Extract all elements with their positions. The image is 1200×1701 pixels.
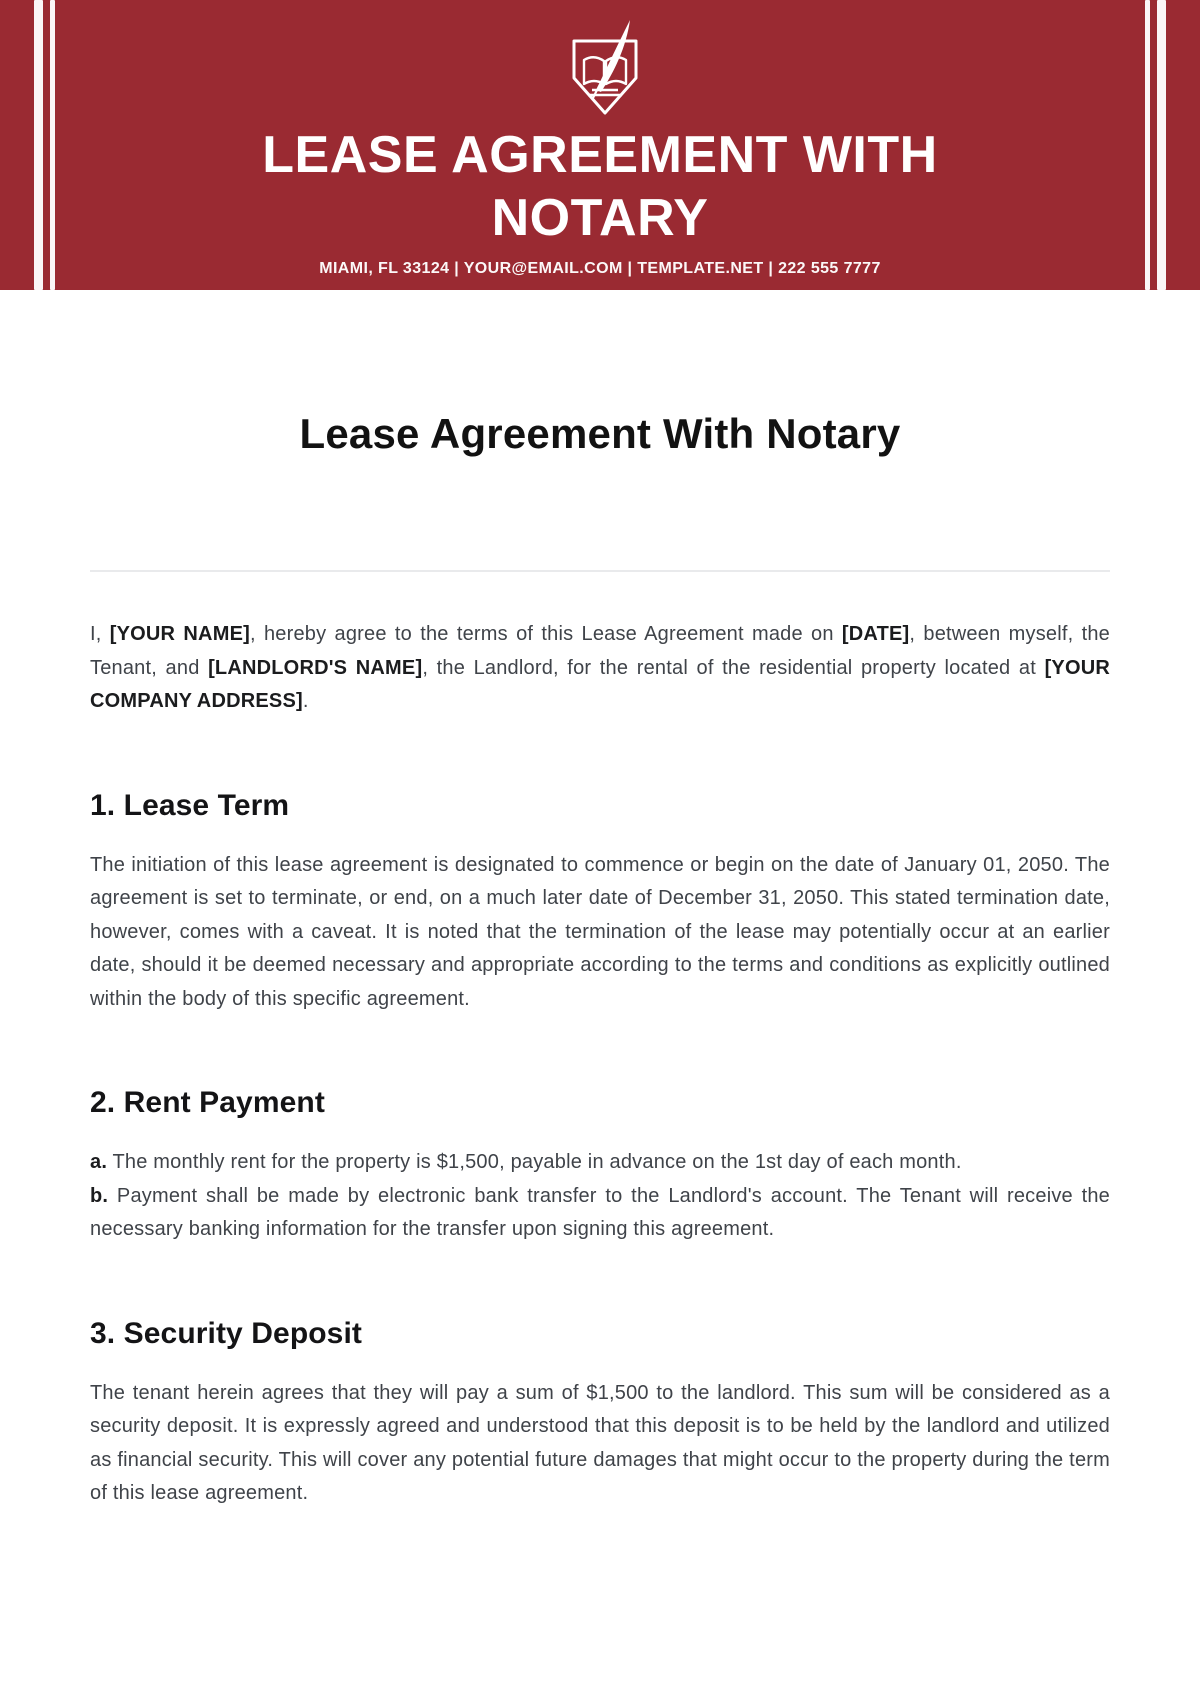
intro-paragraph: I, [YOUR NAME], hereby agree to the terms of this Lease Agreement made on [DATE], between myself, the Tenant, and [LANDLORD'S NAME], the Landlord, for the rental of the residential property located at [YOUR COMPANY ADDRESS]. [90,623,1111,712]
section-paragraph: a. The monthly rent for the property is $1,500, payable in advance on the 1st day of each month. [90,1151,962,1173]
section-paragraph: The tenant herein agrees that they will pay a sum of $1,500 to the landlord. This sum will be considered as a security deposit. It is expressly agreed and understood that this deposit is to be held by the landlord and utilized as financial security. This will cover any potential future damages that might occur to the property during the term of this lease agreement. [90,1381,1110,1504]
banner-title: LEASE AGREEMENT WITH NOTARY [262,126,938,248]
banner-contact-line: MIAMI, FL 33124 | YOUR@EMAIL.COM | TEMPLATE.NET | 222 555 7777 [319,259,881,277]
section-security-deposit [90,1317,1110,1511]
section-paragraph: b. Payment shall be made by electronic bank transfer to the Landlord's account. The Tenant will receive the necessary banking information for the transfer upon signing this agreement. [90,1184,1110,1240]
section-heading: 3. Security Deposit [90,1316,362,1350]
header-banner [0,0,1200,290]
section-heading: 1. Lease Term [90,788,290,822]
section-lease-term [90,789,1110,1017]
banner-edge-line-right-outer [1157,0,1166,290]
banner-edge-line-left-outer [34,0,43,290]
document-body [0,410,1200,1511]
shield-book-quill-icon [548,18,652,118]
section-paragraph: The initiation of this lease agreement is designated to commence or begin on the date of January 01, 2050. The agreement is set to terminate, or end, on a much later date of December 31, 2050. This stated termination date, however, comes with a caveat. It is noted that the termination of the lease may potentially occur at an earlier date, should it be deemed necessary and appropriate according to the terms and conditions as explicitly outlined within the body of this specific agreement. [90,853,1110,1010]
section-heading: 2. Rent Payment [90,1086,325,1119]
document-title: Lease Agreement With Notary [299,410,901,457]
title-divider [90,570,1110,572]
banner-edge-line-left-inner [50,0,55,290]
section-rent-payment [90,1086,1110,1247]
banner-edge-line-right-inner [1145,0,1150,290]
